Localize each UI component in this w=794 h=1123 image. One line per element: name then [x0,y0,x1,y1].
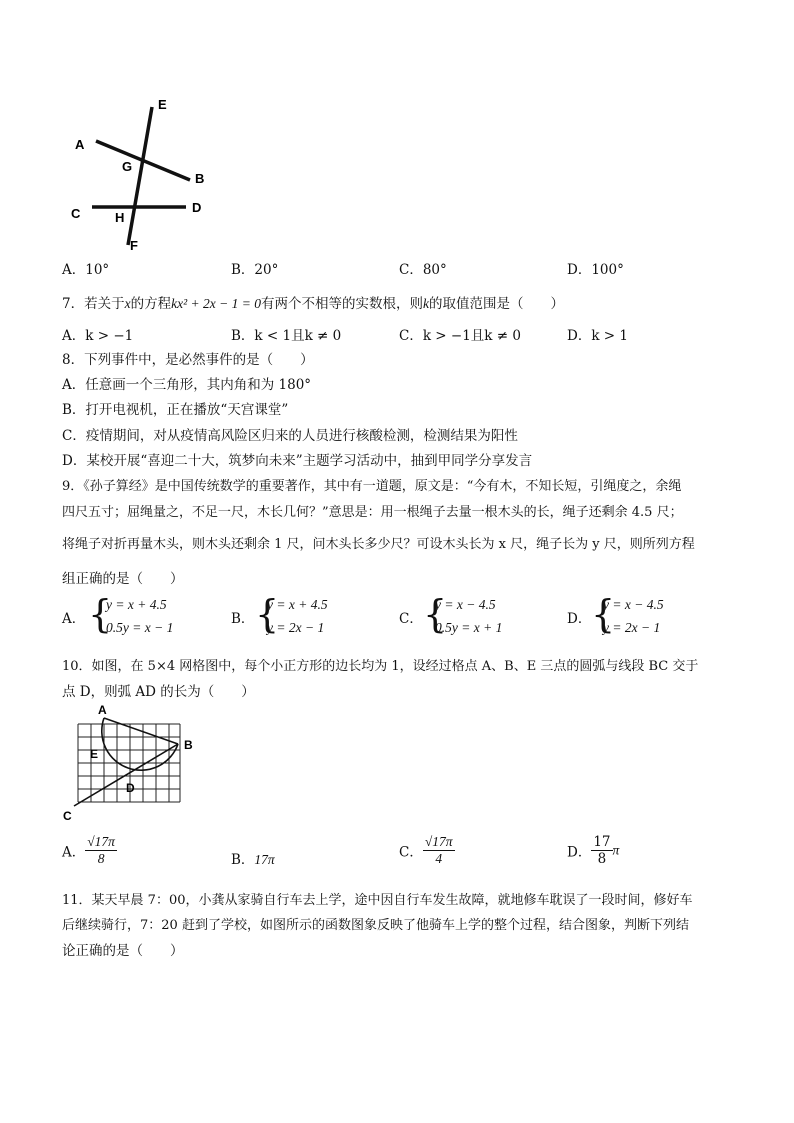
q7-text-d: 的取值范围是（ ） [428,296,564,312]
q6-option-b: B．20° [231,262,279,278]
label-a: A [75,137,85,152]
q9-option-c-letter: C． [399,611,423,627]
q10-option-a-den: 8 [97,851,105,866]
q10-option-d-letter: D． [567,844,592,861]
q10-option-b [231,848,275,868]
q10-option-d-num: 17 [593,834,611,850]
q9-option-b-eq2: y = 2x − 1 [267,620,325,635]
q9-option-d-eq1: y = x − 4.5 [603,597,664,612]
q7-text-a: 7．若关于 [62,296,125,312]
label-c: C [63,809,72,823]
brace-icon: { [591,592,616,636]
q8-option-b: B．打开电视机，正在播放“天宫课堂” [62,402,289,418]
q7-var-k: k [422,296,429,311]
q10-option-d-tail: π [612,842,620,858]
q7-option-b: B．k < 1且k ≠ 0 [231,328,342,344]
q9-option-b-eq1: y = x + 4.5 [267,597,328,612]
q10-option-a-num: √17π [87,834,115,849]
label-b: B [195,171,205,186]
q10-option-a-letter: A． [62,844,86,861]
q11-line-2: 后继续骑行，7：20 赶到了学校，如图所示的函数图象反映了他骑车上学的整个过程，结合图象，判断下列结 [62,918,689,933]
arc-abe [102,718,178,770]
q9-line-2: 四尺五寸；屈绳量之，不足一尺，木长几何？”意思是：用一根绳子去量一根木头的长，绳子还剩余 4.5 尺； [62,505,683,520]
q7-text-c: 有两个不相等的实数根，则 [260,296,423,312]
q8-option-a: A．任意画一个三角形，其内角和为 180° [62,377,312,393]
intersecting-lines-figure [60,95,220,255]
q10-option-b-letter: B． [231,852,255,868]
q9-option-a-letter: A． [62,611,86,627]
label-d: D [192,200,202,215]
q8-stem: 8．下列事件中，是必然事件的是（ ） [62,352,314,368]
q8-option-d: D．某校开展“喜迎二十大，筑梦向未来”主题学习活动中，抽到甲同学分享发言 [62,453,533,469]
label-e: E [158,97,167,112]
q8-option-c: C．疫情期间，对从疫情高风险区归来的人员进行核酸检测，检测结果为阳性 [62,428,518,444]
q9-option-c-eq2: 0.5y = x + 1 [435,620,503,635]
label-e: E [90,747,99,761]
label-b: B [184,738,193,752]
q10-option-d-den: 8 [597,851,607,867]
q9-line-1: 9．《孙子算经》是中国传统数学的重要著作，其中有一道题，原文是：“今有木，不知长短，引绳度之，余绳 [62,479,682,494]
q9-option-b-letter: B． [231,611,255,627]
brace-icon: { [255,592,280,636]
q6-option-c: C．80° [399,262,447,278]
q9-line-4: 组正确的是（ ） [62,571,184,587]
label-g: G [122,159,133,174]
q10-line-2: 点 D，则弧 AD 的长为（ ） [62,684,255,700]
q6-option-d: D．100° [567,262,624,278]
q10-option-c [399,834,455,867]
q7-var-x: x [124,296,131,311]
brace-icon: { [88,592,113,636]
q7-equation: kx² + 2x − 1 = 0 [171,296,261,311]
q10-option-c-den: 4 [435,851,443,866]
q11-line-1: 11．某天早晨 7：00，小龚从家骑自行车去上学，途中因自行车发生故障，就地修车耽误了一段时间，修好车 [62,893,693,908]
brace-icon: { [423,592,448,636]
q10-option-c-num: √17π [424,834,453,849]
label-f: F [130,238,138,253]
q9-option-d-letter: D． [567,611,592,627]
q9-option-a-eq1: y = x + 4.5 [106,597,167,612]
q10-option-d [567,834,619,867]
q10-line-1: 10．如图，在 5×4 网格图中，每个小正方形的边长均为 1，设经过格点 A、B、E 三点的圆弧与线段 BC 交于 [62,659,699,674]
fraction [591,834,612,867]
q9-option-a-eq2: 0.5y = x − 1 [106,620,174,635]
q7-stem [62,292,564,312]
label-h: H [115,210,125,225]
fraction [423,834,455,867]
q9-option-d-eq2: y = 2x − 1 [603,620,661,635]
q7-option-a: A．k > −1 [62,328,134,344]
q7-option-c: C．k > −1且k ≠ 0 [399,328,521,344]
segment-ab [104,718,178,744]
label-a: A [98,703,107,717]
label-c: C [71,206,81,221]
fraction [85,834,117,867]
q10-option-c-letter: C． [399,844,423,861]
q11-line-3: 论正确的是（ ） [62,943,184,959]
grid-arc-figure [60,700,210,825]
q6-option-a: A．10° [62,262,110,278]
label-d: D [126,781,135,795]
line-ef [128,107,152,245]
q9-line-3: 将绳子对折再量木头，则木头还剩余 1 尺，问木头长多少尺？可设木头长为 x 尺，绳子长为 y 尺，则所列方程 [62,537,695,552]
line-ab [96,141,190,180]
q7-option-d: D．k > 1 [567,328,628,344]
q10-option-a [62,834,117,867]
q10-option-b-text: 17π [254,852,275,867]
q9-option-c-eq1: y = x − 4.5 [435,597,496,612]
q7-text-b: 的方程 [130,296,172,312]
